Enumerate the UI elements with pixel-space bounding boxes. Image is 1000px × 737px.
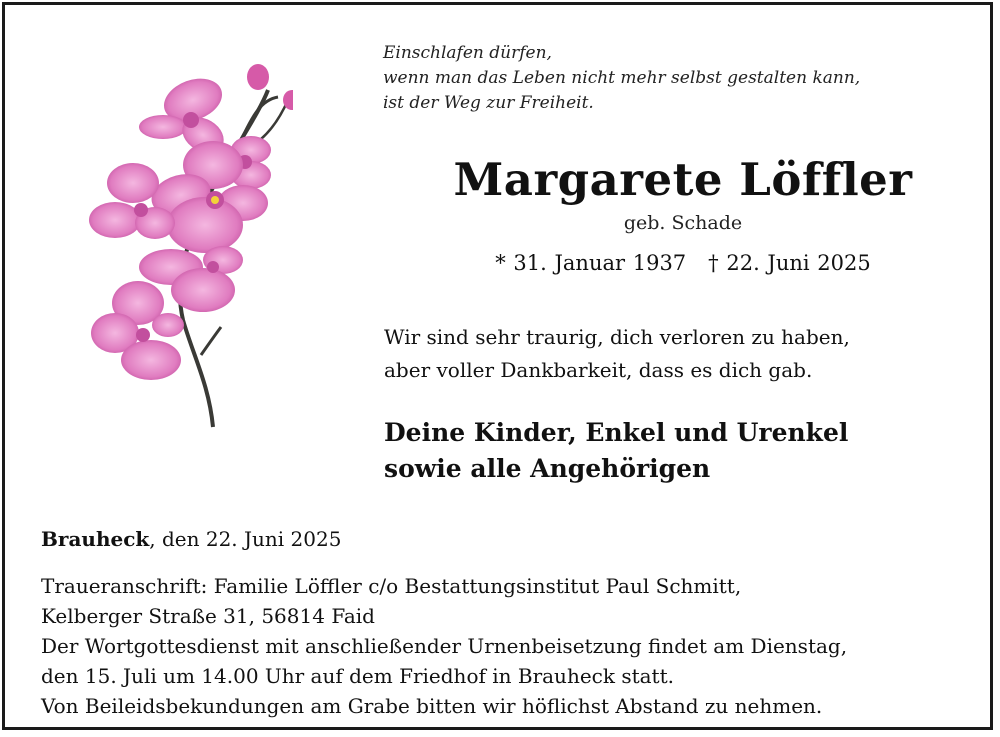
mourners-line: Deine Kinder, Enkel und Urenkel — [384, 418, 849, 447]
motto-line: ist der Weg zur Freiheit. — [383, 93, 594, 113]
obituary-notice — [2, 2, 993, 730]
verse-line: aber voller Dankbarkeit, dass es dich gab. — [384, 358, 813, 382]
notice-date: , den 22. Juni 2025 — [149, 527, 342, 551]
info-line: Kelberger Straße 31, 56814 Faid — [41, 604, 375, 628]
orchid-icon — [83, 55, 293, 435]
motto-line: wenn man das Leben nicht mehr selbst gestalten kann, — [383, 68, 861, 88]
deceased-name: Margarete Löffler — [453, 153, 913, 206]
motto-quote — [383, 41, 860, 116]
place-name: Brauheck — [41, 527, 150, 551]
maiden-name: geb. Schade — [623, 212, 743, 234]
death-date: † 22. Juni 2025 — [708, 251, 871, 275]
mourners — [384, 415, 848, 487]
place-date — [41, 527, 341, 551]
motto-line: Einschlafen dürfen, — [383, 43, 552, 63]
life-dates — [383, 251, 983, 275]
info-line: Von Beileidsbekundungen am Grabe bitten wir höflichst Abstand zu nehmen. — [41, 694, 823, 718]
info-line: Der Wortgottesdienst mit anschließender Urnenbeisetzung findet am Dienstag, — [41, 634, 848, 658]
funeral-info — [41, 571, 847, 721]
mourning-verse — [384, 321, 850, 387]
info-line: den 15. Juli um 14.00 Uhr auf dem Friedhof in Brauheck statt. — [41, 664, 674, 688]
verse-line: Wir sind sehr traurig, dich verloren zu haben, — [384, 325, 850, 349]
mourners-line: sowie alle Angehörigen — [384, 454, 711, 483]
info-line: Traueranschrift: Familie Löffler c/o Bestattungsinstitut Paul Schmitt, — [41, 574, 742, 598]
birth-date: * 31. Januar 1937 — [495, 251, 687, 275]
